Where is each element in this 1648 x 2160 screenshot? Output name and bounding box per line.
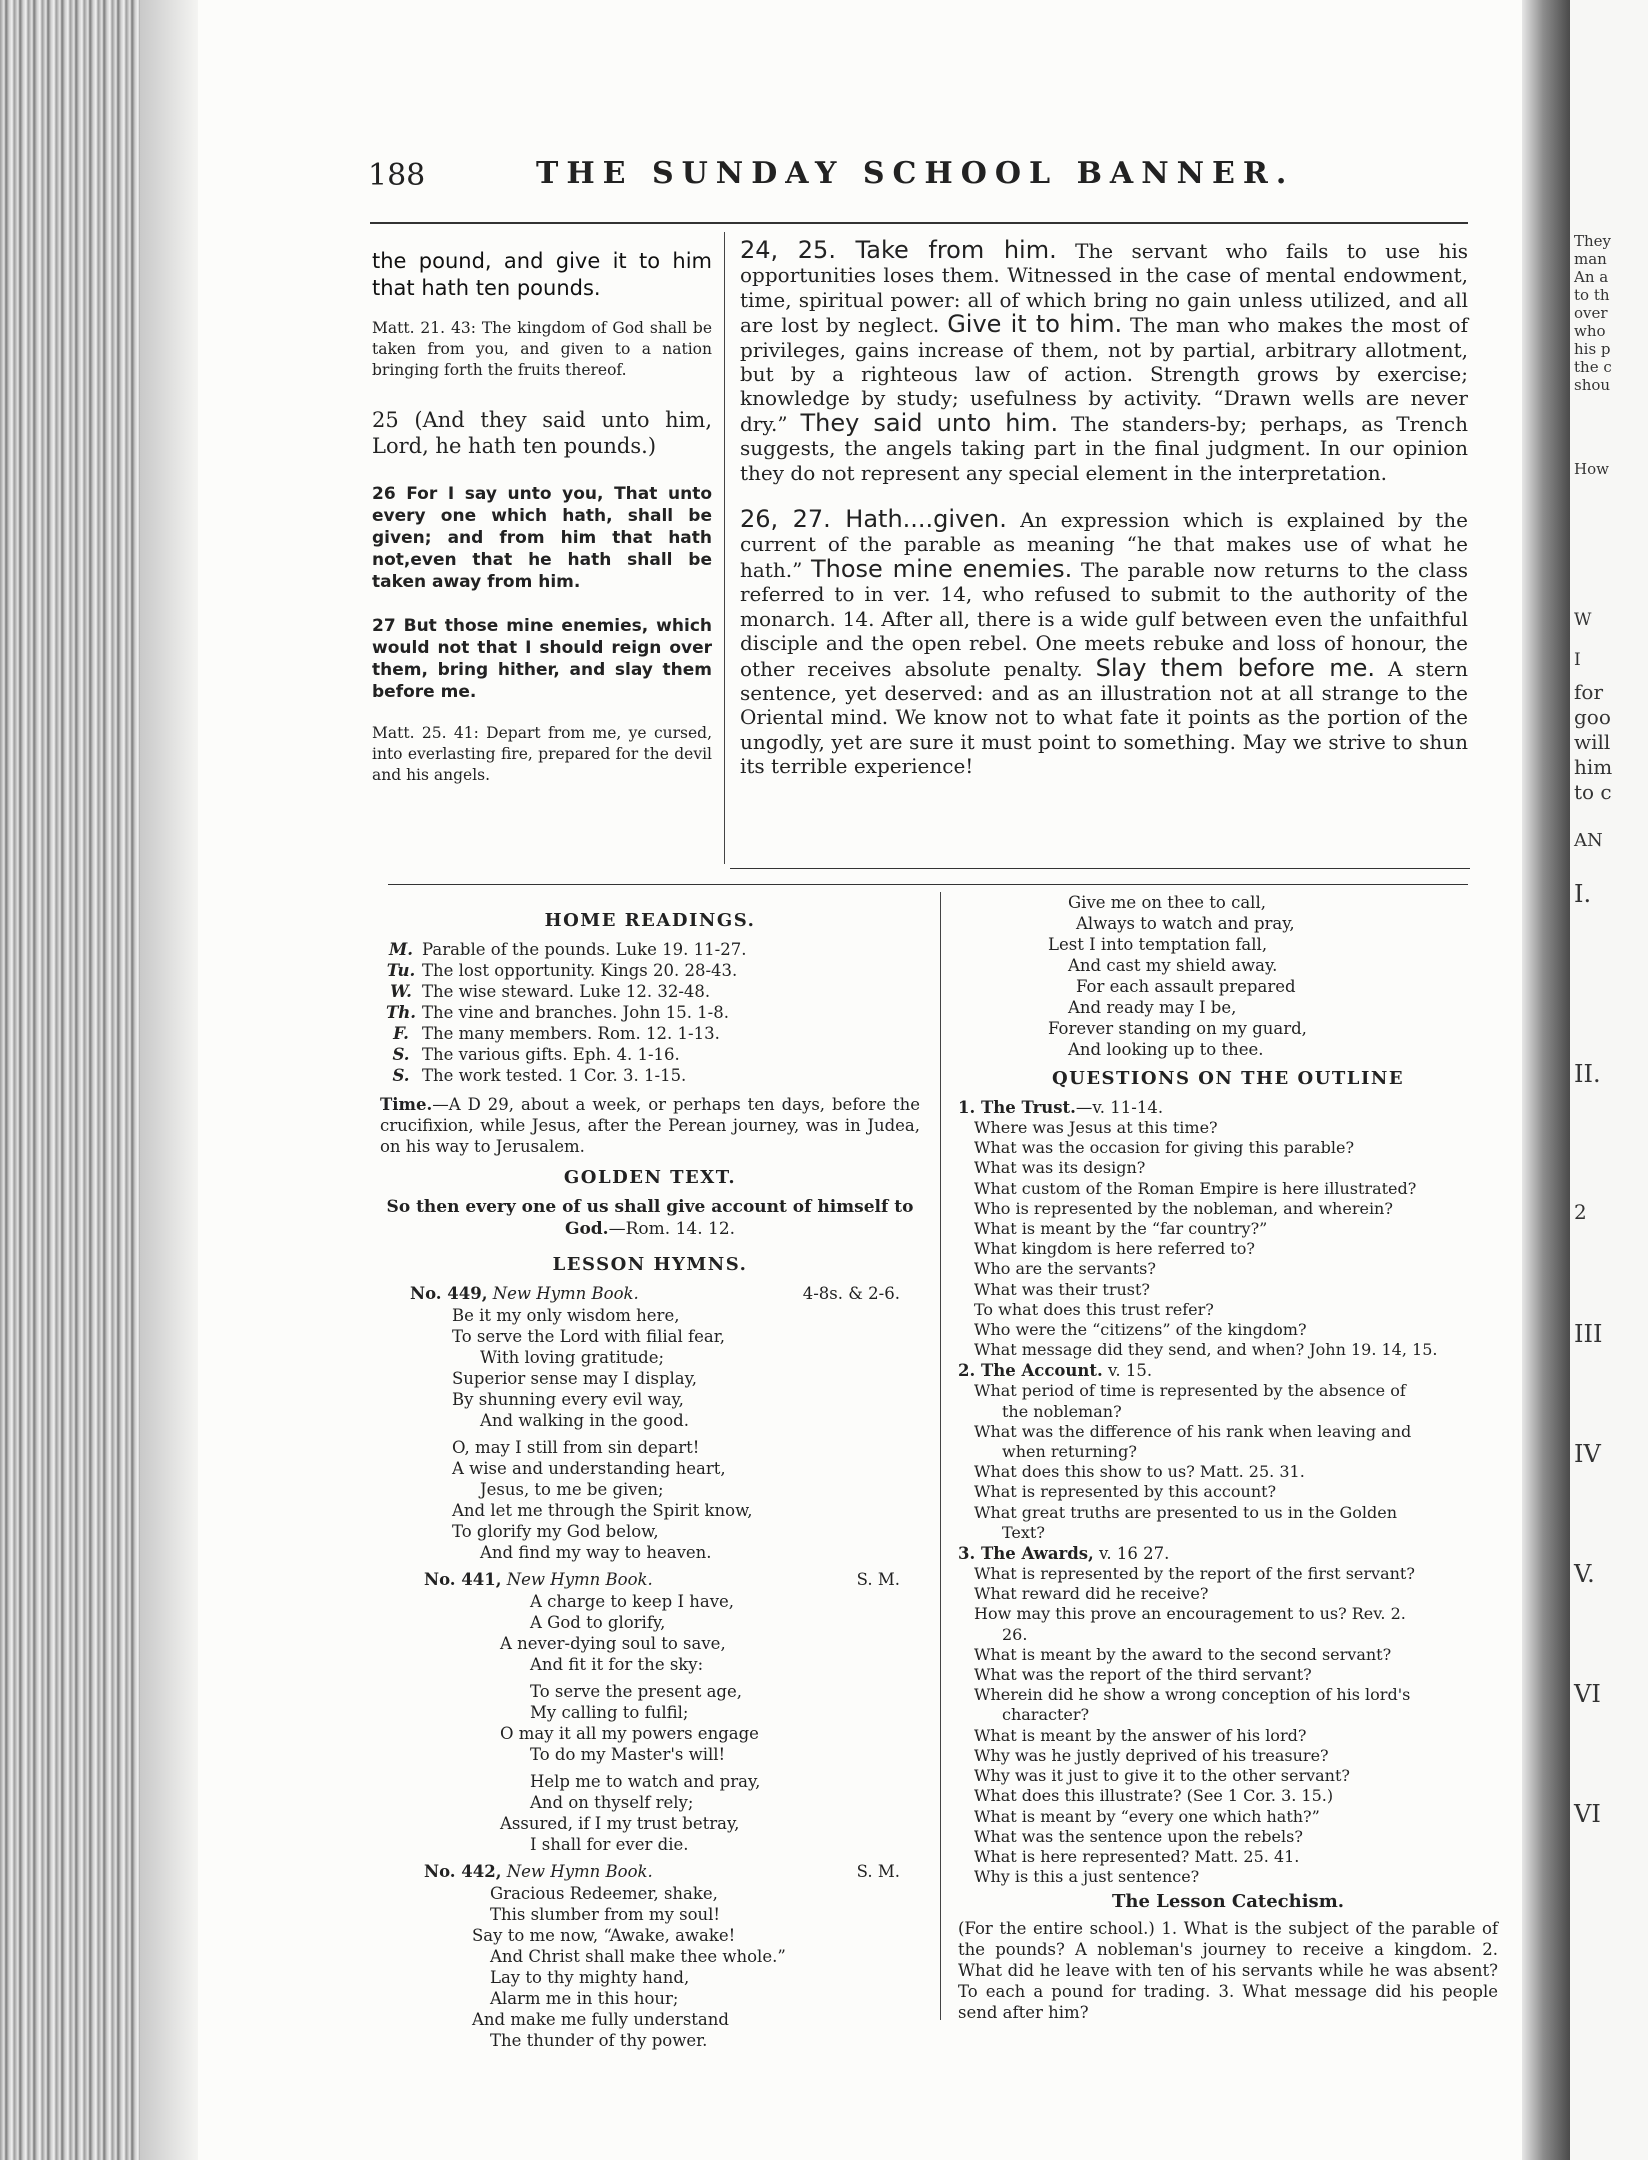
reading-day: Tu. (386, 961, 416, 980)
reading-row (380, 981, 920, 1002)
golden-text-heading: GOLDEN TEXT. (563, 1167, 737, 1188)
hymn-line: To do my Master's will! (530, 1745, 726, 1764)
question-item: What is represented by this account? (974, 1482, 1277, 1502)
hymn-line: To serve the Lord with filial fear, (452, 1327, 726, 1346)
question-item: Wherein did he show a wrong conception of his lord's (974, 1685, 1411, 1705)
hymn-header (380, 1283, 920, 1305)
question-item: What reward did he receive? (974, 1584, 1209, 1604)
reading-day: Th. (385, 1003, 417, 1022)
question-item: 26. (1002, 1624, 1028, 1644)
facing-page-text: II. (1574, 1060, 1601, 1088)
hymn-442-continued (958, 892, 1498, 1060)
hymn-line: Superior sense may I display, (452, 1369, 697, 1388)
hymn-book: New Hymn Book. (506, 1570, 653, 1589)
facing-page-text: will (1574, 730, 1611, 754)
hymn-line: To glorify my God below, (452, 1522, 659, 1541)
catechism-text: (For the entire school.) 1. What is the subject of the parable of the pounds? A nobleman's journey to receive a kingdom. 2. What did he leave with ten of his servants while he was absent? To each a pound for trading. 3. What message did his people send after him? (958, 1919, 1498, 2023)
reading-text: The vine and branches. John 15. 1-8. (422, 1003, 729, 1022)
hymn-line: My calling to fulfil; (530, 1703, 689, 1722)
question-item: What was their trust? (974, 1279, 1150, 1299)
reading-row (380, 1023, 920, 1044)
commentary-column (740, 238, 1468, 801)
hymn-line: Lay to thy mighty hand, (490, 1968, 690, 1987)
golden-text: So then every one of us shall give account of himself to God.—Rom. 14. 12. (386, 1197, 914, 1239)
hymn-line: Forever standing on my guard, (1048, 1019, 1307, 1038)
facing-page-text: who (1574, 322, 1606, 340)
home-readings-list (380, 939, 920, 1086)
hymn-line: And let me through the Spirit know, (452, 1501, 753, 1520)
section-rule (388, 884, 1468, 885)
hymn-line: To serve the present age, (530, 1682, 742, 1701)
question-item: What period of time is represented by the absence of (974, 1381, 1406, 1401)
hymn-line: Help me to watch and pray, (530, 1772, 761, 1791)
facing-page-text: him (1574, 755, 1613, 779)
facing-page-text: IV (1574, 1440, 1601, 1468)
facing-page-text: VI (1574, 1800, 1601, 1828)
question-section-ref: —v. 11-14. (1075, 1098, 1164, 1117)
question-item: What great truths are presented to us in the Golden (974, 1502, 1398, 1522)
question-section-title (958, 1543, 1498, 1564)
hymn-line: A wise and understanding heart, (452, 1459, 726, 1478)
hymn-line: A God to glorify, (530, 1613, 666, 1632)
facing-page-text: man (1574, 250, 1607, 268)
reading-day: M. (388, 940, 413, 959)
verse-25: 25 (And they said unto him, Lord, he hath ten pounds.) (372, 408, 712, 458)
question-item: Who were the “citizens” of the kingdom? (974, 1320, 1307, 1340)
hymn-line: Be it my only wisdom here, (452, 1306, 680, 1325)
reading-day: W. (390, 982, 412, 1001)
facing-page-text: VI (1574, 1680, 1601, 1708)
verse-27: 27 But those mine enemies, which would not that I should reign over them, bring hither, and slay them before me. (372, 616, 712, 702)
book-gutter (1522, 0, 1570, 2160)
reading-day: F. (393, 1024, 409, 1043)
reading-day: S. (392, 1066, 410, 1085)
facing-page-text: I. (1574, 880, 1592, 908)
hymn-line: And cast my shield away. (1068, 956, 1278, 975)
catechism-heading: The Lesson Catechism. (1111, 1891, 1345, 1913)
question-item: Why was he justly deprived of his treasure? (974, 1745, 1329, 1765)
question-item: What does this show to us? Matt. 25. 31. (974, 1462, 1305, 1482)
question-item: Text? (1002, 1522, 1045, 1542)
question-item: What was its design? (974, 1158, 1146, 1178)
reading-row (380, 939, 920, 960)
hymn-line: O, may I still from sin depart! (452, 1438, 700, 1457)
facing-page-text: I (1574, 650, 1581, 670)
hymn-line: Gracious Redeemer, shake, (490, 1884, 718, 1903)
facing-page-text: to th (1574, 286, 1610, 304)
reading-text: The wise steward. Luke 12. 32-48. (422, 982, 711, 1001)
question-section-name: 1. The Trust. (958, 1098, 1076, 1117)
hymn-line: And looking up to thee. (1068, 1040, 1264, 1059)
question-item: What message did they send, and when? John 19. 14, 15. (974, 1340, 1438, 1360)
scripture-column (372, 248, 712, 798)
question-item: What is meant by the “far country?” (974, 1219, 1268, 1239)
reading-text: The various gifts. Eph. 4. 1-16. (422, 1045, 680, 1064)
hymn-number: No. 441, (424, 1570, 502, 1589)
facing-page-text: 2 (1574, 1200, 1587, 1224)
facing-page-text: W (1574, 610, 1592, 630)
hymn-line: Always to watch and pray, (1076, 914, 1295, 933)
facing-page-text: How (1574, 460, 1609, 478)
question-item: Who are the servants? (974, 1259, 1156, 1279)
question-item: Why is this a just sentence? (974, 1867, 1200, 1887)
question-item: What kingdom is here referred to? (974, 1239, 1255, 1259)
questions-heading: QUESTIONS ON THE OUTLINE (1051, 1068, 1405, 1089)
lesson-hymns-heading: LESSON HYMNS. (552, 1254, 748, 1275)
column-divider (724, 232, 725, 864)
questions-list (958, 1097, 1498, 1887)
verse-24-end: the pound, and give it to him that hath ten pounds. (372, 249, 712, 300)
hymn-line: Say to me now, “Awake, awake! (472, 1926, 736, 1945)
question-section-title (958, 1360, 1498, 1381)
hymn-line: And fit it for the sky: (530, 1655, 704, 1674)
question-section-ref: v. 16 27. (1093, 1544, 1170, 1564)
question-item: What was the sentence upon the rebels? (974, 1826, 1303, 1846)
hymn-line: And make me fully understand (472, 2010, 729, 2029)
lower-left-column (380, 900, 920, 2051)
time-note: Time.—A D 29, about a week, or perhaps ten days, before the crucifixion, while Jesus, after the Perean journey, was in Judea, on his way to Jerusalem. (380, 1095, 920, 1156)
question-item: What is represented by the report of the first servant? (974, 1564, 1415, 1584)
question-item: What does this illustrate? (See 1 Cor. 3. 15.) (974, 1786, 1334, 1806)
hymn-meter: S. M. (856, 1862, 900, 1881)
lower-right-column (958, 892, 1498, 2023)
hymn-number: No. 449, (410, 1284, 488, 1303)
lower-column-divider (940, 892, 941, 2020)
question-item: How may this prove an encouragement to us? Rev. 2. (974, 1604, 1406, 1624)
hymn-line: And Christ shall make thee whole.” (490, 1947, 786, 1966)
hymn-line: And walking in the good. (480, 1411, 689, 1430)
hymn-line: Jesus, to me be given; (480, 1480, 664, 1499)
question-item: What custom of the Roman Empire is here illustrated? (974, 1178, 1417, 1198)
reading-row (380, 1065, 920, 1086)
facing-page-text: V. (1574, 1560, 1595, 1588)
hymn-line: Alarm me in this hour; (490, 1989, 679, 2008)
question-item: What is meant by the answer of his lord? (974, 1725, 1307, 1745)
question-item: What is here represented? Matt. 25. 41. (974, 1846, 1300, 1866)
hymn-line: O may it all my powers engage (500, 1724, 759, 1743)
facing-page-text: his p (1574, 340, 1611, 358)
hymn-book: New Hymn Book. (492, 1284, 639, 1303)
question-item: What was the report of the third servant? (974, 1665, 1312, 1685)
reading-text: Parable of the pounds. Luke 19. 11-27. (422, 940, 747, 959)
header-rule (370, 222, 1468, 224)
question-item: the nobleman? (1002, 1401, 1122, 1421)
facing-page-text: goo (1574, 705, 1611, 729)
hymn-line: Assured, if I my trust betray, (500, 1814, 740, 1833)
question-item: What is meant by “every one which hath?” (974, 1806, 1320, 1826)
hymn-line: And ready may I be, (1068, 998, 1237, 1017)
facing-page-text: AN (1574, 830, 1603, 851)
facing-page-text: They (1574, 232, 1612, 250)
question-item: What is meant by the award to the second servant? (974, 1644, 1392, 1664)
running-head: THE SUNDAY SCHOOL BANNER. (536, 156, 1295, 191)
commentary-verses-24-25: 24, 25. Take from him. The servant who fails to use his opportunities loses them. Witnessed in the case of mental endowment, time, spiritual power: all of which bring no gain unless utilized, and all are lost by neglect. Give it to him. The man who makes the most of privileges, gains increase of them, not by partial, arbitrary allotment, but by a righteous law of action. Strength grows by exercise; knowledge by study; usefulness by activity. “Drawn wells are never dry.” They said unto him. The standers-by; perhaps, as Trench suggests, the angels taking part in the final judgment. In our opinion they do not represent any special element in the interpretation. (740, 236, 1469, 485)
hymn-line: This slumber from my soul! (490, 1905, 721, 1924)
question-item: Where was Jesus at this time? (974, 1118, 1218, 1137)
page-number: 188 (368, 158, 426, 193)
hymn-line: The thunder of thy power. (490, 2031, 708, 2050)
question-item: What was the difference of his rank when leaving and (974, 1421, 1412, 1441)
hymn-book: New Hymn Book. (506, 1862, 653, 1881)
cross-reference-1: Matt. 21. 43: The kingdom of God shall be taken from you, and given to a nation bringing forth the fruits thereof. (372, 319, 712, 379)
hymn-header (380, 1861, 920, 1883)
reading-text: The many members. Rom. 12. 1-13. (422, 1024, 720, 1043)
home-readings-heading: HOME READINGS. (544, 910, 756, 931)
question-item: Why was it just to give it to the other servant? (974, 1766, 1350, 1786)
facing-page-text: over (1574, 304, 1608, 322)
hymn-line: Lest I into temptation fall, (1048, 935, 1268, 954)
reading-row (380, 960, 920, 981)
facing-page-text: the c (1574, 358, 1612, 376)
hymn-line: With loving gratitude; (480, 1348, 665, 1367)
hymn-line: And on thyself rely; (530, 1793, 694, 1812)
facing-page-text: shou (1574, 376, 1611, 394)
facing-page-text: to c (1574, 780, 1612, 804)
reading-text: The lost opportunity. Kings 20. 28-43. (422, 961, 738, 980)
hymn-meter: S. M. (856, 1570, 900, 1589)
question-item: To what does this trust refer? (974, 1299, 1214, 1319)
hymn-line: Give me on thee to call, (1068, 893, 1266, 912)
cross-reference-2: Matt. 25. 41: Depart from me, ye cursed, into everlasting fire, prepared for the devil and his angels. (372, 724, 712, 784)
page-edges (0, 0, 140, 2160)
facing-page-text: for (1574, 680, 1604, 704)
hymn-meter: 4-8s. & 2-6. (802, 1284, 900, 1303)
facing-page-fragment (1570, 0, 1648, 2160)
commentary-rule (730, 868, 1470, 869)
verse-26: 26 For I say unto you, That unto every one which hath, shall be given; and from him that hath not,even that he hath shall be taken away from him. (372, 484, 712, 592)
reading-row (380, 1002, 920, 1023)
hymn-line: A never-dying soul to save, (500, 1634, 726, 1653)
lesson-hymns (380, 1283, 920, 2051)
question-item: when returning? (1002, 1442, 1137, 1462)
facing-page-text: III (1574, 1320, 1603, 1348)
hymn-header (380, 1569, 920, 1591)
facing-page-text: An a (1574, 268, 1609, 286)
question-item: character? (1002, 1705, 1090, 1725)
question-section-title (958, 1097, 1498, 1118)
reading-day: S. (392, 1045, 410, 1064)
reading-text: The work tested. 1 Cor. 3. 1-15. (422, 1066, 687, 1085)
question-section-name: 2. The Account. (958, 1361, 1103, 1381)
reading-row (380, 1044, 920, 1065)
hymn-line: By shunning every evil way, (452, 1390, 684, 1409)
hymn-line: For each assault prepared (1076, 977, 1296, 996)
hymn-number: No. 442, (424, 1862, 502, 1881)
question-item: Who is represented by the nobleman, and wherein? (974, 1198, 1393, 1218)
page-shadow (140, 0, 198, 2160)
hymn-line: I shall for ever die. (530, 1835, 689, 1854)
question-section-name: 3. The Awards, (958, 1544, 1094, 1564)
question-item: What was the occasion for giving this parable? (974, 1138, 1355, 1158)
question-section-ref: v. 15. (1102, 1361, 1153, 1381)
commentary-verses-26-27: 26, 27. Hath....given. An expression which is explained by the current of the parable as meaning “he that makes use of what he hath.” Those mine enemies. The parable now returns to the class referred to in ver. 14, who refused to submit to the authority of the monarch. 14. After all, there is a wide gulf between even the unfaithful disciple and the open rebel. One meets rebuke and loss of honour, the other receives absolute penalty. Slay them before me. A stern sentence, yet deserved: and as an illustration not at all strange to the Oriental mind. We know not to what fate it points as the portion of the ungodly, yet are sure it must point to something. May we strive to shun its terrible experience! (740, 505, 1469, 779)
hymn-line: A charge to keep I have, (530, 1592, 735, 1611)
hymn-line: And find my way to heaven. (480, 1543, 712, 1562)
